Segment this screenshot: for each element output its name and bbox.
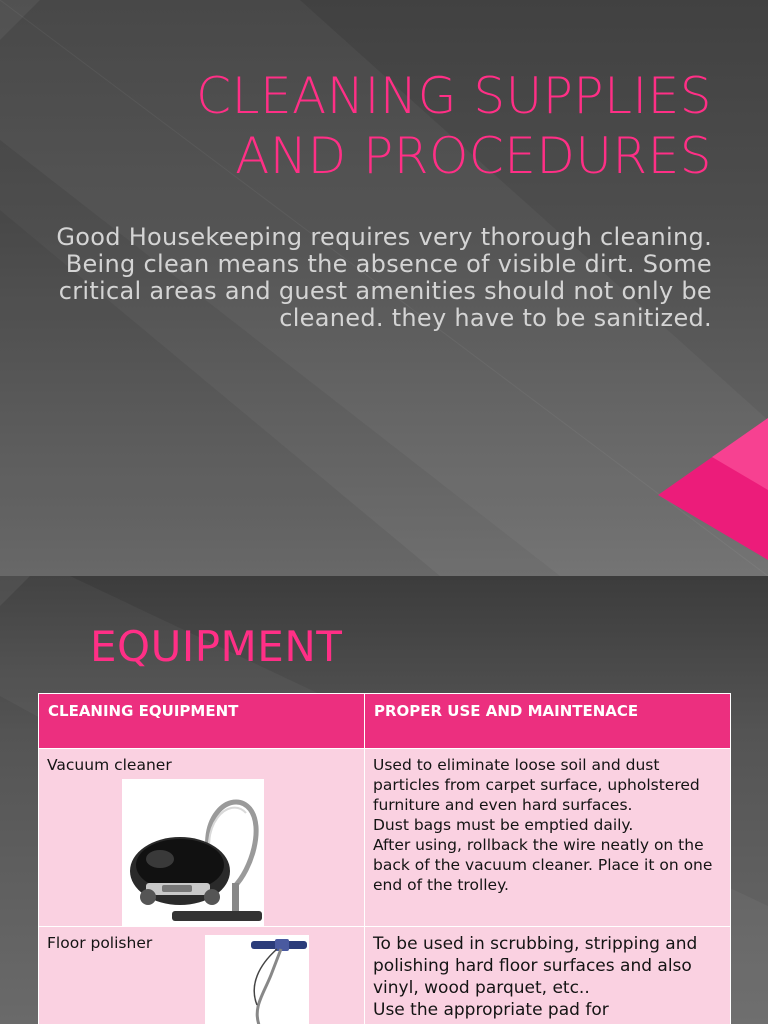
vacuum-cleaner-image	[122, 779, 264, 927]
description-line: Use the appropriate pad for	[373, 1000, 609, 1020]
equipment-cell	[39, 927, 365, 1024]
page-title: CLEANING SUPPLIES AND PROCEDURES	[196, 67, 712, 185]
description-line: Dust bags must be emptied daily.	[373, 816, 634, 834]
page-subtitle: Good Housekeeping requires very thorough cleaning. Being clean means the absence of visible dirt. Some critical areas and guest amenities should not only be cleaned. they have to be sanitized.	[56, 223, 712, 332]
column-header-use: PROPER USE AND MAINTENACE	[365, 694, 731, 749]
description-line: After using, rollback the wire neatly on the back of the vacuum cleaner. Place it on one end of the trolley.	[373, 836, 713, 894]
equipment-cell	[39, 749, 365, 927]
equipment-name: Floor polisher	[47, 934, 153, 952]
use-description-cell	[365, 927, 731, 1024]
equipment-table	[38, 693, 731, 1024]
section-title: EQUIPMENT	[90, 622, 343, 671]
use-description-cell	[365, 749, 731, 927]
slide-equipment	[0, 576, 768, 1024]
column-header-equipment: CLEANING EQUIPMENT	[39, 694, 365, 749]
description-line: To be used in scrubbing, stripping and polishing hard floor surfaces and also vinyl, wood parquet, etc..	[373, 934, 698, 998]
equipment-name: Vacuum cleaner	[47, 756, 172, 774]
description-line: Used to eliminate loose soil and dust particles from carpet surface, upholstered furniture and even hard surfaces.	[373, 756, 700, 814]
table-row	[39, 749, 731, 927]
floor-polisher-image	[205, 935, 309, 1024]
table-header-row	[39, 694, 731, 749]
table-row	[39, 927, 731, 1024]
